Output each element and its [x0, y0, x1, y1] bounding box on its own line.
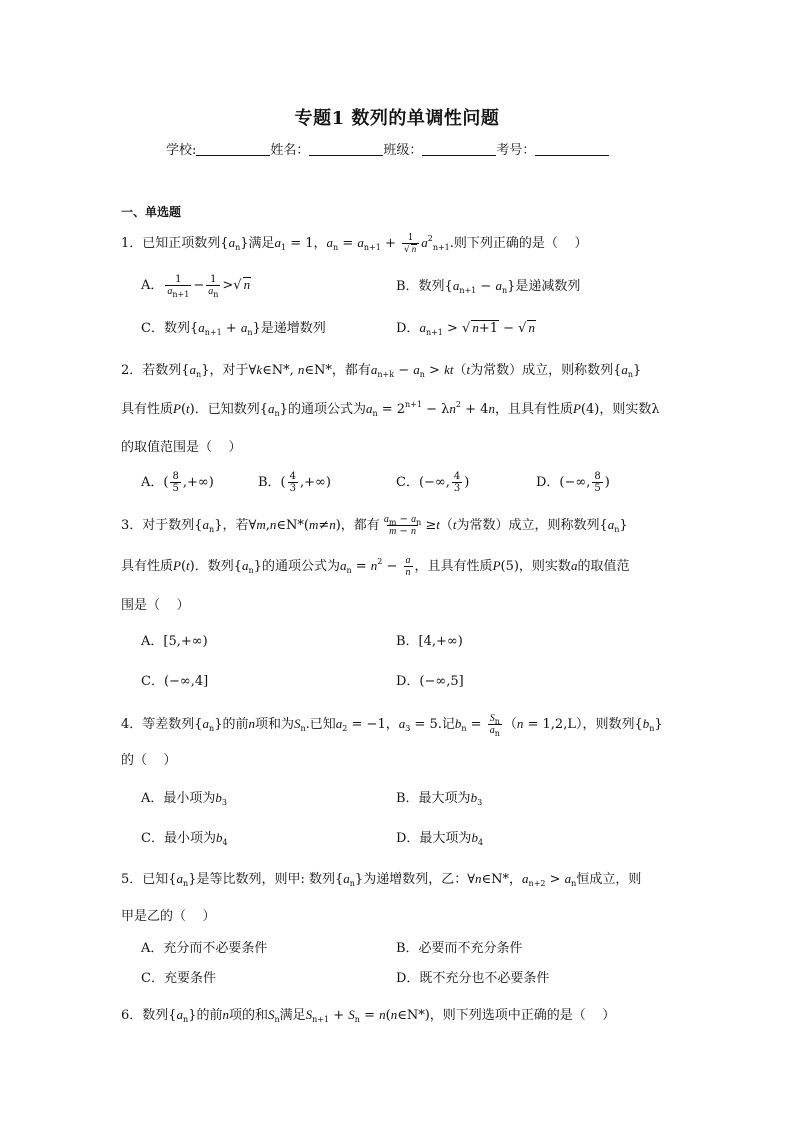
question-1-option-b[interactable]: B．数列$\{a_{n+1} - a_n\}$是递减数列: [396, 278, 581, 295]
question-3-option-a[interactable]: A．[5,+∞): [141, 634, 208, 649]
question-1: [121, 232, 587, 255]
question-number: 1．: [121, 236, 143, 251]
question-2-line-2: 具有性质P(t)．已知数列$\{a_n\}$的通项公式为$a_n = 2^{n+1} - \lambda n^2 + 4n$，且具有性质P(4)，则实数λ: [121, 400, 660, 418]
question-2-line-3: 的取值范围是（ ）: [121, 440, 242, 455]
question-5-option-a[interactable]: A．充分而不必要条件: [141, 941, 268, 956]
question-4-option-c[interactable]: C．最小项为$b_4$: [141, 830, 228, 847]
question-5-option-b[interactable]: B．必要而不充分条件: [396, 941, 523, 956]
name-label: 姓名：: [270, 143, 310, 158]
question-2-line-1: 2．若数列$\{a_n\}$，对于∀k∈N*, n∈N*，都有$a_{n+k} - a_n > kt(t$为常数）成立，则称数列$\{a_n\}$: [121, 362, 642, 379]
question-1-option-c[interactable]: C．数列$\{a_{n+1} + a_n\}$是递增数列: [141, 320, 326, 337]
name-blank[interactable]: [309, 142, 383, 156]
question-4-line-1: 4．等差数列$\{a_n\}$的前n项和为$S_n$.已知$a_2 = -1$，$a_3 = 5$.记$b_n$ = $\frac{S_n}{a_n}$ （n = 1,2,L），则数列$\{b_n\}$: [121, 713, 663, 738]
class-blank[interactable]: [422, 142, 496, 156]
question-5-option-c[interactable]: C．充要条件: [141, 971, 216, 986]
question-3-option-c[interactable]: C．(−∞,4]: [141, 674, 209, 689]
question-6-line-1: 6．数列$\{a_n\}$的前n项的和$S_n$满足$S_{n+1} + S_n$ = n(n∈N*)，则下列选项中正确的是（ ）: [121, 1007, 616, 1024]
number-label: 考号：: [496, 143, 536, 158]
question-3-line-3: 围是（ ）: [121, 598, 190, 613]
student-info-line: [166, 139, 609, 158]
question-5-option-d[interactable]: D．既不充分也不必要条件: [396, 971, 550, 986]
class-label: 班级：: [383, 143, 423, 158]
page-title: 专题1 数列的单调性问题: [294, 108, 500, 129]
question-4-option-a[interactable]: A．最小项为$b_3$: [141, 790, 227, 807]
question-1-text: 已知正项数列$\{a_n\}$满足$a_1 = 1$，$a_n = a_{n+1}$ + $\frac{1}{√ n}$ $a^2_{n+1}$.则下列正确的是（ ）: [142, 232, 588, 255]
question-2-option-a[interactable]: A．( $\frac{8}{5}$ ,+∞): [141, 471, 214, 494]
question-4-line-2: 的（ ）: [121, 753, 177, 768]
question-5-line-2: 甲是乙的（ ）: [121, 909, 216, 924]
section-title: 一、单选题: [121, 205, 182, 219]
school-label: 学校:: [166, 143, 197, 158]
question-1-option-d[interactable]: D．$a_{n+1}$ > √ n+1 − √ n: [396, 320, 535, 337]
school-blank[interactable]: [196, 142, 270, 156]
question-2-option-c[interactable]: C．(−∞, $\frac{4}{3}$ ): [396, 471, 470, 494]
number-blank[interactable]: [535, 142, 609, 156]
question-1-option-a[interactable]: A． $\frac{1}{a_{n+1}}$ − $\frac{1}{a_n}$ >√ n: [141, 274, 251, 299]
question-3-line-2: 具有性质P(t)．数列$\{a_n\}$的通项公式为$a_n = n^2$ − $\frac{a}{n}$ ，且具有性质P(5)，则实数a的取值范: [121, 555, 630, 578]
question-3-option-d[interactable]: D．(−∞,5]: [396, 674, 464, 689]
question-3-line-1: 3．对于数列$\{a_n\}$，若∀m,n∈N*(m≠n)，都有 $\frac{a_m - a_n}{m - n}$ ≥t（t为常数）成立，则称数列$\{a_n\}$: [121, 514, 628, 537]
question-3-option-b[interactable]: B．[4,+∞): [396, 634, 463, 649]
question-4-option-d[interactable]: D．最大项为$b_4$: [396, 830, 484, 847]
question-4-option-b[interactable]: B．最大项为$b_3$: [396, 790, 483, 807]
question-5-line-1: 5．已知$\{a_n\}$是等比数列，则甲: 数列$\{a_n\}$为递增数列，乙：∀n∈N*，$a_{n+2} > a_n$恒成立，则: [121, 871, 642, 888]
question-2-option-d[interactable]: D．(−∞, $\frac{8}{5}$ ): [536, 471, 610, 494]
question-2-option-b[interactable]: B．( $\frac{4}{3}$ ,+∞): [258, 471, 331, 494]
